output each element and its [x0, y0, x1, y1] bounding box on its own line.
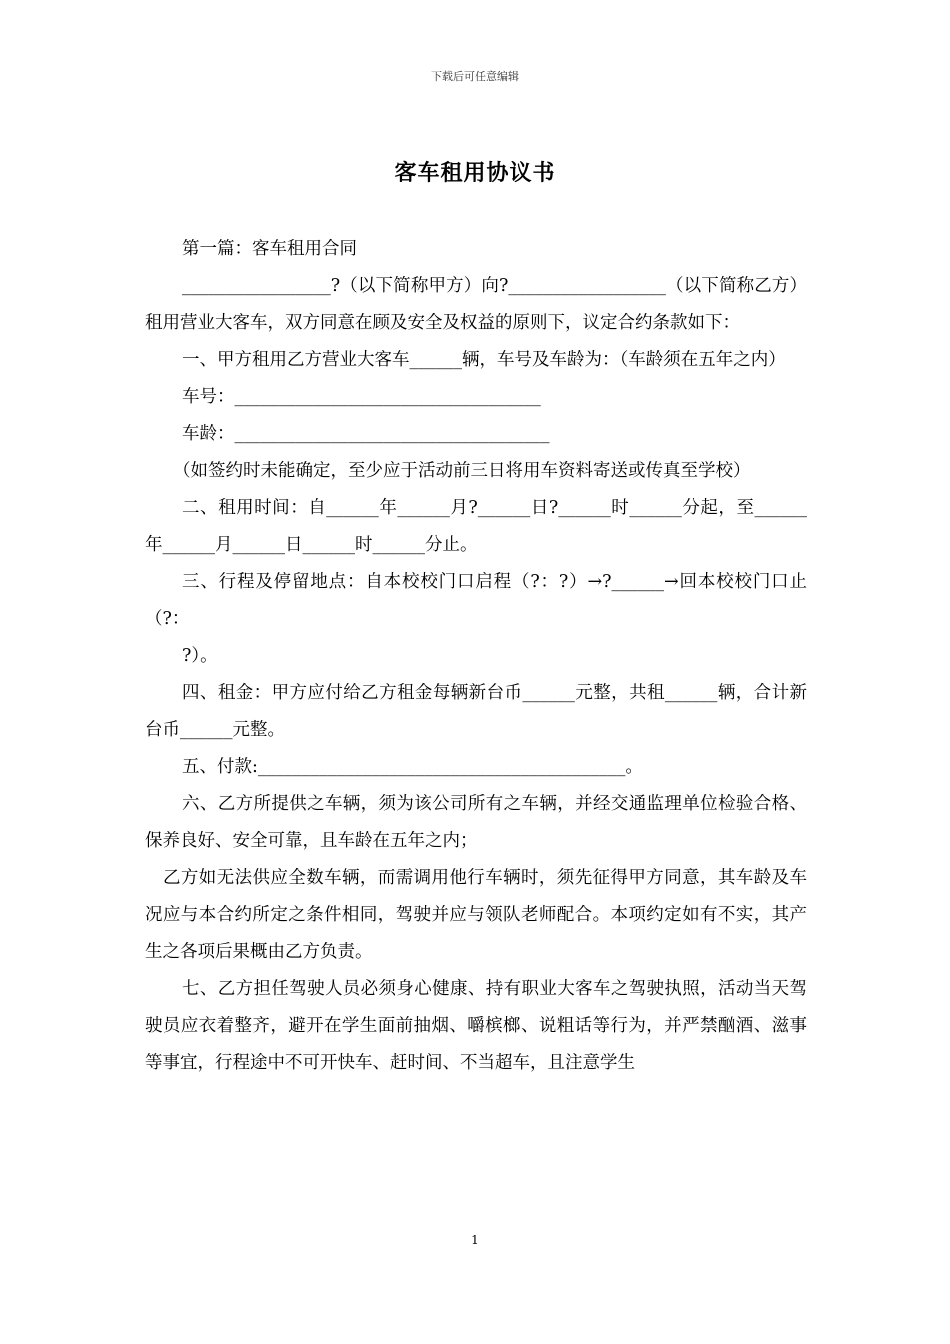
paragraph-parties: _________________?（以下简称甲方）向?__________________（以下简称乙方）租用营业大客车，双方同意在顾及安全及权益的原则下，议定合约条款如下： [145, 276, 807, 333]
paragraph-clause-5: 五、付款:__________________________________________。 [182, 757, 643, 777]
paragraph-plate-number: 车号：___________________________________ [182, 387, 541, 407]
paragraph-clause-7: 七、乙方担任驾驶人员必须身心健康、持有职业大客车之驾驶执照，活动当天驾驶员应衣着整齐，避开在学生面前抽烟、嚼槟榔、说粗话等行为，并严禁酗酒、滋事等事宜，行程途中不可开快车、赶时间、不当超车，且注意学生 [145, 979, 807, 1073]
paragraph-clause-6-sub: 乙方如无法供应全数车辆，而需调用他行车辆时，须先征得甲方同意，其车龄及车况应与本合约所定之条件相同，驾驶并应与领队老师配合。本项约定如有不实，其产生之各项后果概由乙方负责。 [145, 868, 807, 962]
header-note: 下载后可任意编辑 [431, 70, 519, 83]
paragraph-clause-1: 一、甲方租用乙方营业大客车______辆，车号及车龄为：（车龄须在五年之内） [182, 350, 786, 370]
paragraph-clause-2: 二、租用时间：自______年______月?______日?______时______分起，至______年______月______日______时______分止。 [145, 498, 807, 555]
paragraph-note: （如签约时未能确定，至少应于活动前三日将用车资料寄送或传真至学校） [173, 461, 751, 481]
paragraph-clause-4: 四、租金：甲方应付给乙方租金每辆新台币______元整，共租______辆，合计新台币______元整。 [145, 683, 807, 740]
page-number: 1 [471, 1233, 479, 1247]
paragraph-clause-3-cont: ?）。 [182, 646, 218, 666]
document-title: 客车租用协议书 [394, 160, 556, 186]
paragraph-clause-3: 三、行程及停留地点：自本校校门口启程（?：?）→?______→回本校校门口止（?： [145, 572, 807, 629]
paragraph-vehicle-age: 车龄：____________________________________ [182, 424, 550, 444]
paragraph-chapter-heading: 第一篇：客车租用合同 [182, 239, 357, 259]
paragraph-clause-6: 六、乙方所提供之车辆，须为该公司所有之车辆，并经交通监理单位检验合格、保养良好、安全可靠，且车龄在五年之内； [145, 794, 807, 851]
document-body [145, 231, 807, 1082]
